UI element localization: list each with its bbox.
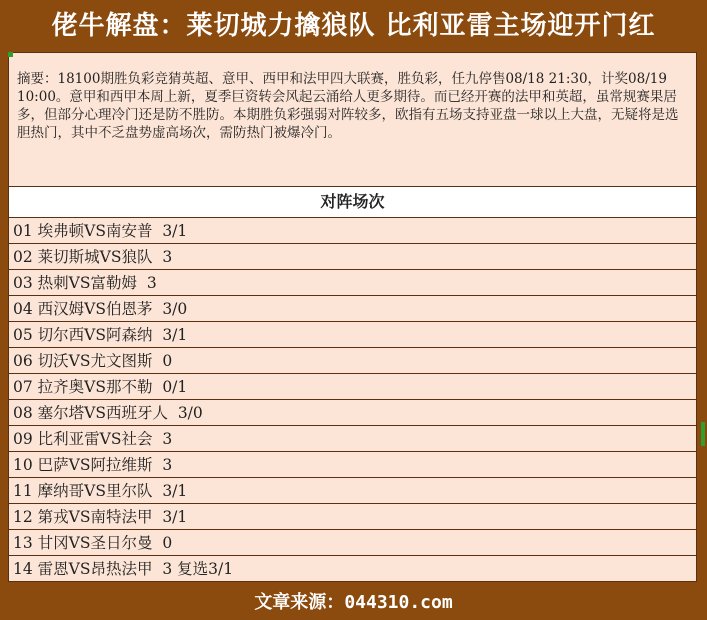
table-row: 04 西汉姆VS伯恩茅 3/0 [9,296,696,322]
content-panel [8,52,697,582]
table-row: 13 甘冈VS圣日尔曼 0 [9,530,696,556]
table-row: 14 雷恩VS昂热法甲 3 复选3/1 [13,560,234,578]
table-row: 11 摩纳哥VS里尔队 3/1 [9,478,696,504]
table-row: 03 热刺VS富勒姆 3 [9,270,696,296]
table-row: 05 切尔西VS阿森纳 3/1 [9,322,696,348]
table-row: 10 巴萨VS阿拉维斯 3 [9,452,696,478]
summary-text: 摘要：18100期胜负彩竞猜英超、意甲、西甲和法甲四大联赛，胜负彩，任九停售08/18 21:30，计奖08/19 10:00。意甲和西甲本周上新，夏季巨资转会风起云涌给人更多期待。而已经开赛的法甲和英超，虽常规赛果居多，但部分心理冷门还是防不胜防。本期胜负彩强弱对阵较多，欧指有五场支持亚盘一球以上大盘，无疑将是选胆热门，其中不乏盘势虚高场次，需防热门被爆冷门。 [9,53,696,187]
table-row: 08 塞尔塔VS西班牙人 3/0 [9,400,696,426]
table-row: 01 埃弗顿VS南安普 3/1 [9,218,696,244]
table-row: 07 拉齐奥VS那不勒 0/1 [9,374,696,400]
table-row: 02 莱切斯城VS狼队 3 [9,244,696,270]
match-list [9,218,696,582]
table-row: 12 第戎VS南特法甲 3/1 [9,504,696,530]
table-header: 对阵场次 [9,187,696,218]
corner-marker [8,52,13,57]
source-footer [0,586,707,620]
source-label: 文章来源： [254,592,345,613]
article-title: 佬牛解盘：莱切城力擒狼队 比利亚雷主场迎开门红 [51,11,656,41]
source-link[interactable]: 044310.com [344,592,453,613]
table-row: 06 切沃VS尤文图斯 0 [9,348,696,374]
side-tab-marker[interactable] [701,422,705,446]
table-row: 09 比利亚雷VS社会 3 [9,426,696,452]
